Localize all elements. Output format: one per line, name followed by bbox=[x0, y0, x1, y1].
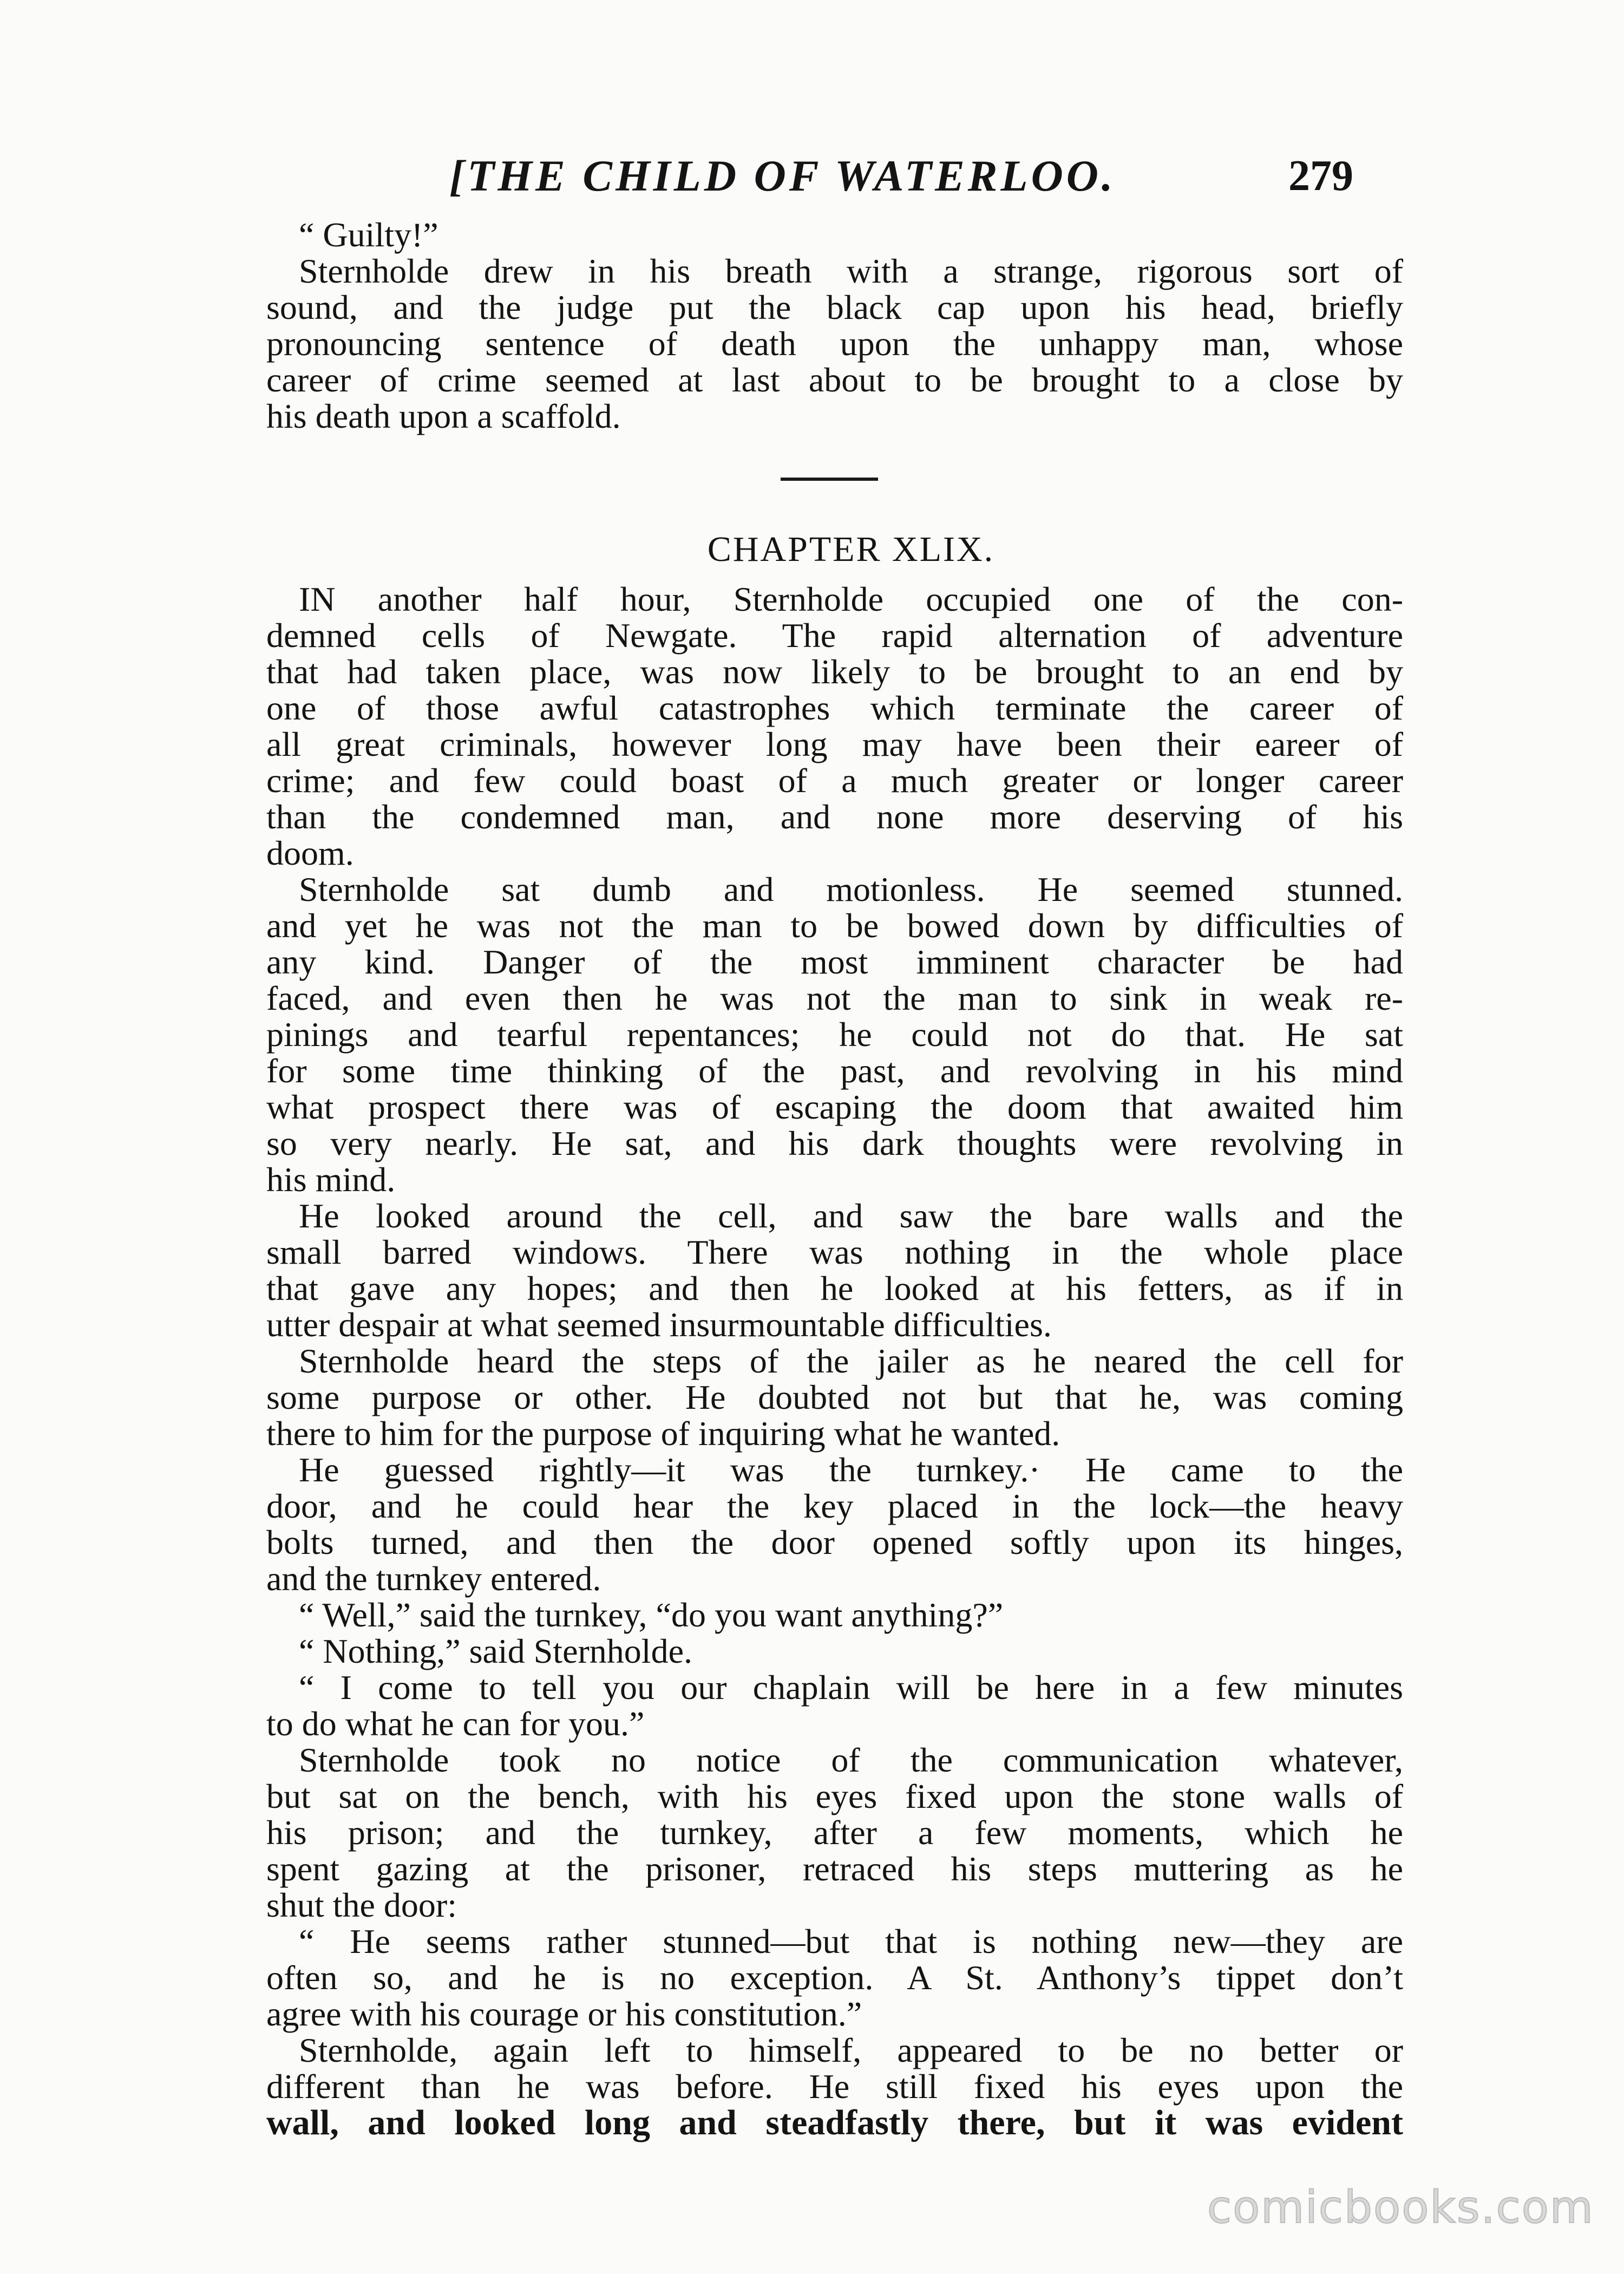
text-line: utter despair at what seemed insurmountable difficulties. bbox=[266, 1305, 1052, 1344]
text-line: doom. bbox=[266, 834, 354, 872]
text-line: some purpose or other. He doubted not but that he, was coming bbox=[266, 1378, 1403, 1416]
text-line: small barred windows. There was nothing in the whole place bbox=[266, 1233, 1403, 1271]
text-line: shut the door: bbox=[266, 1886, 457, 1924]
text-line: that gave any hopes; and then he looked at his fetters, as if in bbox=[266, 1269, 1403, 1308]
text-line: pinings and tearful repentances; he could not do that. He sat bbox=[266, 1015, 1403, 1054]
text-line: “ He seems rather stunned—but that is nothing new—they are bbox=[299, 1922, 1403, 1961]
paragraph bbox=[266, 871, 1403, 1198]
text-line: to do what he can for you.” bbox=[266, 1704, 645, 1743]
running-head bbox=[0, 146, 1624, 206]
text-line: Sternholde drew in his breath with a strange, rigorous sort of bbox=[299, 252, 1403, 290]
text-line: there to him for the purpose of inquiring what he wanted. bbox=[266, 1414, 1060, 1453]
section-divider bbox=[266, 434, 1403, 524]
paragraph bbox=[266, 1198, 1403, 1343]
paragraph bbox=[266, 253, 1403, 434]
text-line: different than he was before. He still fixed his eyes upon the bbox=[266, 2067, 1403, 2106]
text-line: He looked around the cell, and saw the bare walls and the bbox=[299, 1197, 1403, 1235]
text-line: so very nearly. He sat, and his dark thoughts were revolving in bbox=[266, 1124, 1403, 1162]
paragraph bbox=[266, 581, 1403, 871]
running-title: [THE CHILD OF WATERLOO. bbox=[449, 151, 1116, 200]
text-line: Sternholde sat dumb and motionless. He seemed stunned. bbox=[299, 870, 1403, 909]
text-line: bolts turned, and then the door opened softly upon its hinges, bbox=[266, 1523, 1403, 1561]
text-column bbox=[266, 217, 1403, 2141]
paragraph bbox=[266, 1452, 1403, 1597]
paragraph bbox=[266, 1597, 1403, 1633]
text-line: faced, and even then he was not the man to sink in weak re- bbox=[266, 979, 1403, 1017]
text-line: crime; and few could boast of a much greater or longer career bbox=[266, 761, 1403, 800]
text-line: pronouncing sentence of death upon the unhappy man, whose bbox=[266, 324, 1403, 363]
text-line: wall, and looked long and steadfastly there, but it was evident bbox=[266, 2103, 1403, 2142]
text-line: spent gazing at the prisoner, retraced his steps muttering as he bbox=[266, 1850, 1403, 1888]
divider-rule bbox=[781, 478, 878, 481]
paragraph bbox=[266, 1669, 1403, 1742]
text-line: than the condemned man, and none more deserving of his bbox=[266, 798, 1403, 836]
text-line: Sternholde, again left to himself, appeared to be no better or bbox=[299, 2031, 1403, 2069]
text-line: and the turnkey entered. bbox=[266, 1559, 601, 1598]
text-line: “ Nothing,” said Sternholde. bbox=[299, 1632, 692, 1670]
text-line: all great criminals, however long may have been their eareer of bbox=[266, 725, 1403, 763]
text-line: demned cells of Newgate. The rapid alternation of adventure bbox=[266, 616, 1403, 655]
paragraph bbox=[266, 1633, 1403, 1669]
paragraph bbox=[266, 2032, 1403, 2141]
paragraph bbox=[266, 1343, 1403, 1452]
text-line: often so, and he is no exception. A St. Anthony’s tippet don’t bbox=[266, 1958, 1403, 1997]
text-line: Sternholde took no notice of the communication whatever, bbox=[299, 1741, 1403, 1779]
text-line: “ Well,” said the turnkey, “do you want anything?” bbox=[299, 1596, 1004, 1634]
text-line: agree with his courage or his constitution.” bbox=[266, 1995, 862, 2033]
text-line: any kind. Danger of the most imminent character be had bbox=[266, 943, 1403, 981]
paragraph bbox=[266, 1742, 1403, 1923]
text-line: Sternholde heard the steps of the jailer as he neared the cell for bbox=[299, 1342, 1403, 1380]
chapter-heading: CHAPTER XLIX. bbox=[707, 530, 995, 569]
text-line: and yet he was not the man to be bowed down by difficulties of bbox=[266, 906, 1403, 945]
text-line: one of those awful catastrophes which terminate the career of bbox=[266, 689, 1403, 727]
text-line: but sat on the bench, with his eyes fixed upon the stone walls of bbox=[266, 1777, 1403, 1815]
paragraph bbox=[266, 1923, 1403, 2032]
text-line: He guessed rightly—it was the turnkey.· He came to the bbox=[299, 1450, 1403, 1489]
text-line: sound, and the judge put the black cap upon his head, briefly bbox=[266, 288, 1403, 326]
text-line: his mind. bbox=[266, 1160, 396, 1199]
page-number: 279 bbox=[1288, 152, 1353, 200]
text-line: that had taken place, was now likely to be brought to an end by bbox=[266, 652, 1403, 691]
text-line: “ I come to tell you our chaplain will be here in a few minutes bbox=[299, 1668, 1403, 1707]
text-line: career of crime seemed at last about to be brought to a close by bbox=[266, 361, 1403, 399]
text-line: “ Guilty!” bbox=[299, 215, 438, 254]
text-line: door, and he could hear the key placed in the lock—the heavy bbox=[266, 1487, 1403, 1525]
site-watermark: comicbooks.com bbox=[1207, 2182, 1594, 2233]
text-line: his death upon a scaffold. bbox=[266, 397, 621, 435]
text-line: what prospect there was of escaping the doom that awaited him bbox=[266, 1088, 1403, 1126]
text-line: for some time thinking of the past, and revolving in his mind bbox=[266, 1051, 1403, 1090]
text-line: his prison; and the turnkey, after a few moments, which he bbox=[266, 1813, 1403, 1852]
paragraph bbox=[266, 217, 1403, 253]
text-line: IN another half hour, Sternholde occupied one of the con- bbox=[299, 580, 1403, 618]
